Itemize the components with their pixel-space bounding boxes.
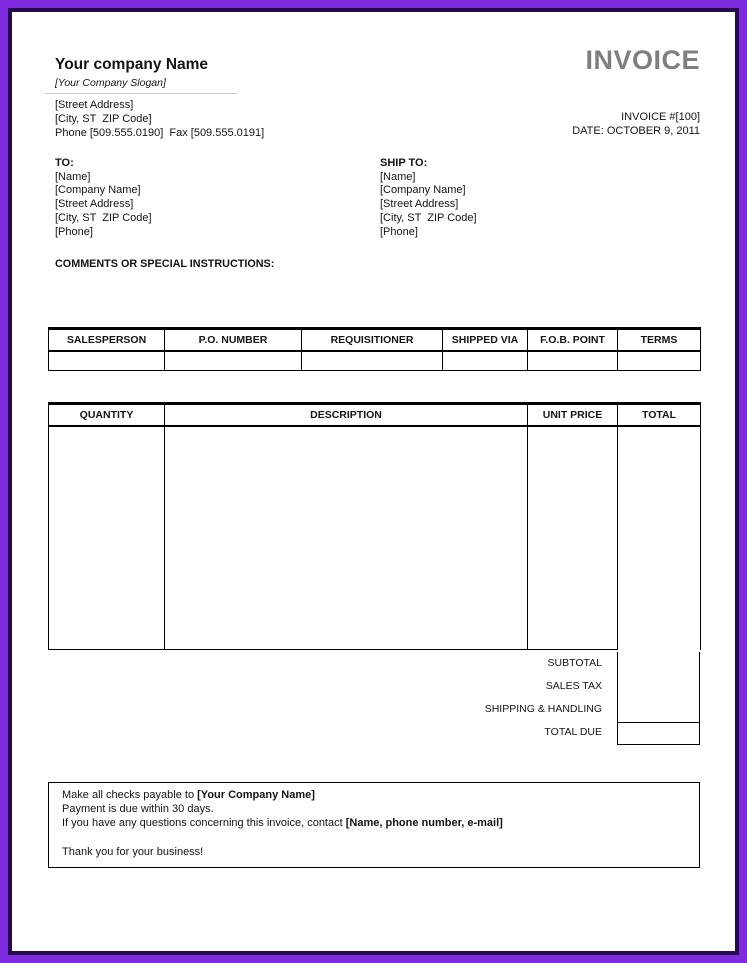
bill-to-block: [55, 157, 152, 239]
order-cell-terms[interactable]: [618, 351, 701, 371]
bill-to-name: [Name]: [55, 170, 91, 183]
invoice-page: [12, 12, 735, 951]
inner-frame: [8, 8, 739, 955]
items-cell-description[interactable]: [165, 426, 528, 650]
items-cell-quantity[interactable]: [49, 426, 165, 650]
invoice-date: DATE: OCTOBER 9, 2011: [572, 124, 700, 137]
items-cell-total[interactable]: [618, 426, 701, 650]
invoice-number: INVOICE #[100]: [621, 111, 700, 123]
ship-to-city: [City, ST ZIP Code]: [380, 211, 477, 224]
order-header-shipped-via: SHIPPED VIA: [443, 329, 528, 352]
order-cell-po-number[interactable]: [165, 351, 302, 371]
contact-detail: [Name, phone number, e-mail]: [345, 817, 503, 830]
ship-to-label: SHIP TO:: [380, 157, 428, 169]
order-header-fob-point: F.O.B. POINT: [528, 329, 618, 352]
subtotal-label: SUBTOTAL: [547, 657, 602, 669]
order-header-salesperson: SALESPERSON: [49, 329, 165, 352]
order-header-po-number: P.O. NUMBER: [165, 329, 302, 352]
company-city: [City, ST ZIP Code]: [55, 113, 152, 125]
blank-line: [62, 831, 689, 845]
invoice-meta-block: [572, 111, 700, 139]
comments-label: COMMENTS OR SPECIAL INSTRUCTIONS:: [55, 258, 275, 270]
items-header-description: DESCRIPTION: [165, 404, 528, 427]
order-cell-salesperson[interactable]: [49, 351, 165, 371]
slogan-divider: [45, 93, 237, 94]
total-due-value-box[interactable]: [617, 722, 700, 745]
line-items-table: [48, 402, 701, 650]
items-header-row: [49, 404, 701, 427]
bill-to-company: [Company Name]: [55, 184, 141, 197]
thank-you-line: Thank you for your business!: [62, 845, 204, 858]
bill-to-label: TO:: [55, 157, 74, 169]
company-name: Your company Name: [55, 56, 209, 73]
totals-value-box[interactable]: [617, 652, 700, 722]
order-info-value-row: [49, 351, 701, 371]
ship-to-block: [380, 157, 477, 239]
items-header-total: TOTAL: [618, 404, 701, 427]
company-phone-fax: Phone [509.555.0190] Fax [509.555.0191]: [55, 127, 265, 139]
items-body-row: [49, 426, 701, 650]
company-address-block: [55, 98, 264, 140]
company-slogan: [Your Company Slogan]: [55, 77, 166, 89]
order-header-terms: TERMS: [618, 329, 701, 352]
ship-to-phone: [Phone]: [380, 225, 418, 238]
payable-company-name: [Your Company Name]: [197, 789, 315, 801]
order-info-table: [48, 327, 701, 371]
ship-to-company: [Company Name]: [380, 184, 466, 197]
total-due-label: TOTAL DUE: [544, 726, 602, 738]
contact-line: [62, 816, 689, 830]
bill-to-phone: [Phone]: [55, 225, 93, 238]
ship-to-street: [Street Address]: [380, 198, 459, 211]
bill-to-city: [City, ST ZIP Code]: [55, 211, 152, 224]
sales-tax-label: SALES TAX: [545, 680, 602, 692]
order-cell-fob-point[interactable]: [528, 351, 618, 371]
items-header-unit-price: UNIT PRICE: [528, 404, 618, 427]
order-info-header-row: [49, 329, 701, 352]
bill-to-street: [Street Address]: [55, 198, 134, 211]
payment-due-line: Payment is due within 30 days.: [62, 803, 214, 816]
company-street: [Street Address]: [55, 99, 134, 111]
payable-prefix: Make all checks payable to: [62, 789, 198, 801]
shipping-handling-label: SHIPPING & HANDLING: [484, 703, 602, 715]
items-header-quantity: QUANTITY: [49, 404, 165, 427]
contact-prefix: If you have any questions concerning this invoice, contact: [62, 817, 346, 830]
ship-to-name: [Name]: [380, 170, 416, 183]
invoice-title: INVOICE: [585, 45, 700, 75]
order-cell-shipped-via[interactable]: [443, 351, 528, 371]
items-cell-unit-price[interactable]: [528, 426, 618, 650]
payable-line: [62, 788, 689, 802]
order-cell-requisitioner[interactable]: [302, 351, 443, 371]
payment-terms-box: [48, 782, 700, 868]
order-header-requisitioner: REQUISITIONER: [302, 329, 443, 352]
